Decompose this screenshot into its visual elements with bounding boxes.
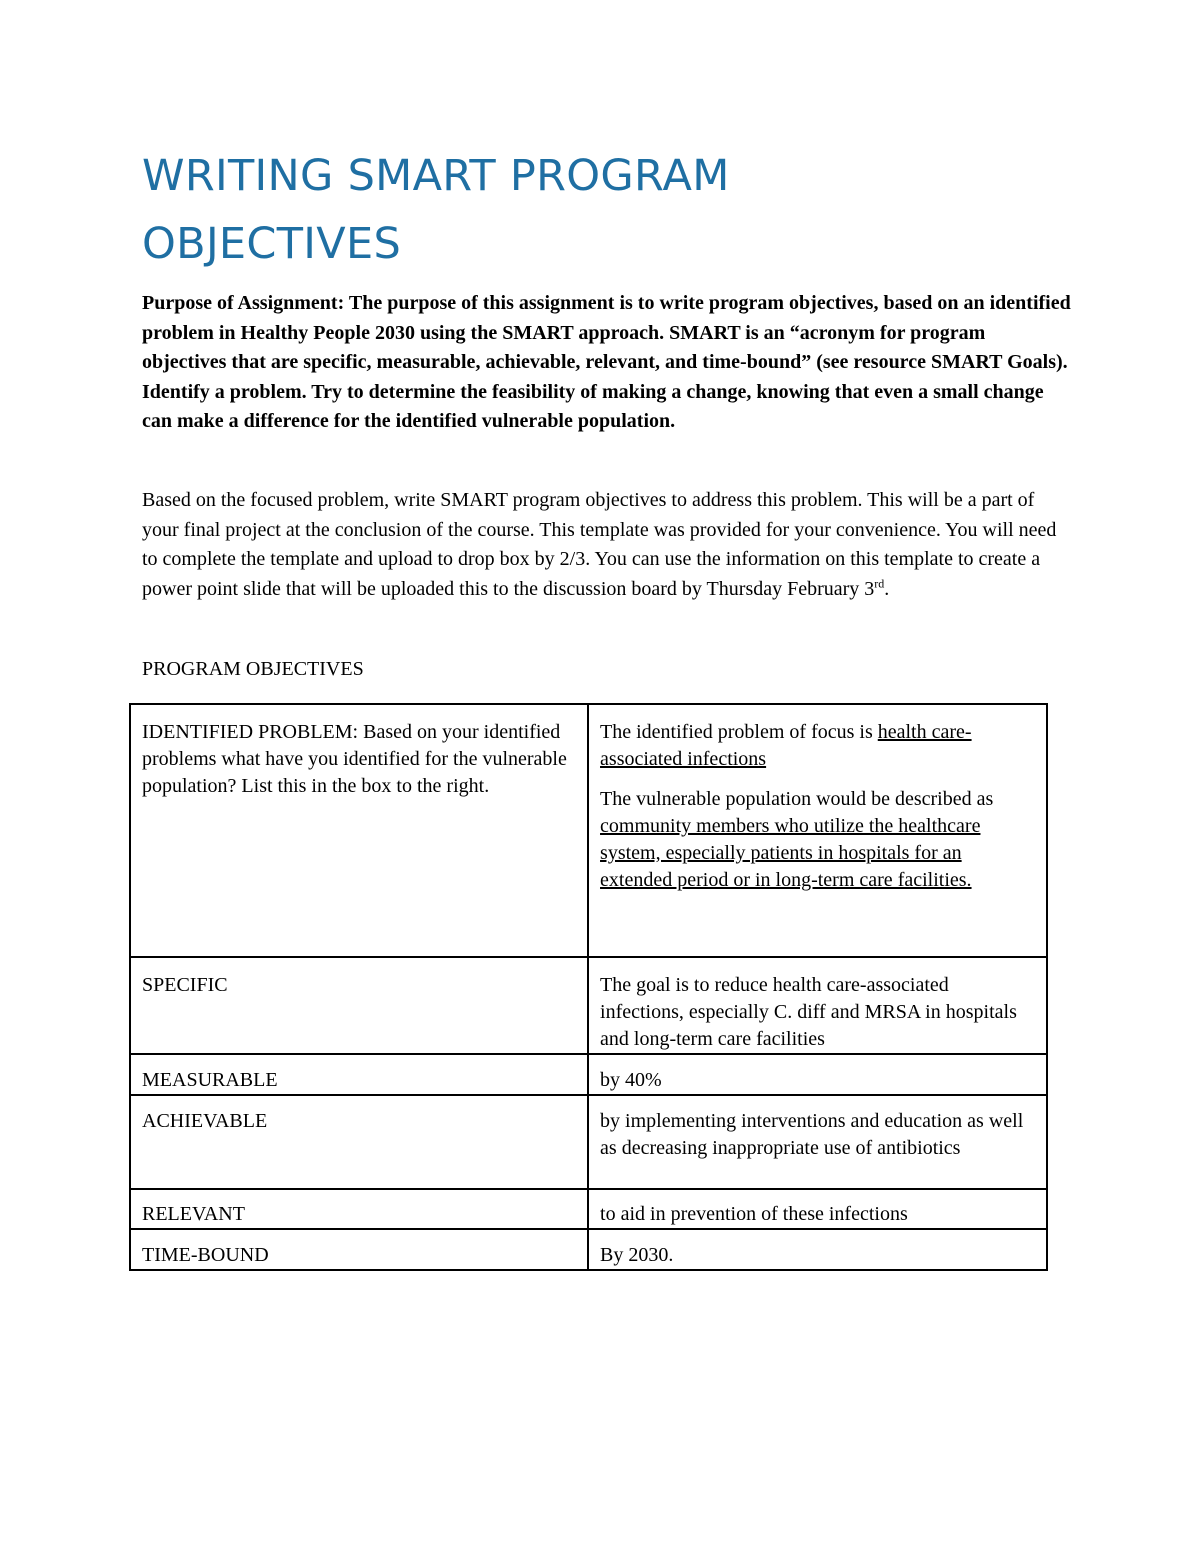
intro-end: . <box>884 577 890 600</box>
problem-statement <box>600 719 1036 773</box>
purpose-paragraph: Purpose of Assignment: The purpose of this assignment is to write program objectives, based on an identified problem in Healthy People 2030 using the SMART approach. SMART is an “acronym for program objectives that are specific, measurable, achievable, relevant, and time-bound” (see resource SMART Goals). Identify a problem. Try to determine the feasibility of making a change, knowing that even a small change can make a difference for the identified vulnerable population. <box>142 292 1071 432</box>
time-bound-label: TIME-BOUND <box>130 1229 588 1270</box>
relevant-value: to aid in prevention of these infections <box>588 1189 1047 1229</box>
page-title-line-1: WRITING SMART PROGRAM <box>142 151 730 201</box>
achievable-value: by implementing interventions and education as well as decreasing inappropriate use of antibiotics <box>588 1095 1047 1189</box>
population-value: community members who utilize the healthcare system, especially patients in hospitals for an extended period or in long-term care facilities. <box>600 815 981 891</box>
problem-value: health care-associated infections <box>600 721 972 770</box>
population-statement <box>600 786 1036 894</box>
cell-identified-problem-value <box>588 704 1047 957</box>
relevant-label: RELEVANT <box>130 1189 588 1229</box>
section-heading: PROGRAM OBJECTIVES <box>142 658 364 680</box>
specific-value: The goal is to reduce health care-associated infections, especially C. diff and MRSA in hospitals and long-term care facilities <box>588 957 1047 1054</box>
achievable-label: ACHIEVABLE <box>130 1095 588 1189</box>
table-row-achievable <box>130 1095 1047 1189</box>
specific-label: SPECIFIC <box>130 957 588 1054</box>
objectives-table <box>129 703 1048 1271</box>
identified-problem-label: IDENTIFIED PROBLEM: Based on your identified problems what have you identified for the vulnerable population? List this in the box to the right. <box>142 721 567 797</box>
table-row-relevant <box>130 1189 1047 1229</box>
intro-superscript: rd <box>874 575 885 590</box>
intro-text: Based on the focused problem, write SMART program objectives to address this problem. This will be a part of your final project at the conclusion of the course. This template was provided for your convenience. You will need to complete the template and upload to drop box by 2/3. You can use the information on this template to create a power point slide that will be uploaded this to the discussion board by Thursday February 3 <box>142 489 1057 600</box>
table-row-identified-problem <box>130 704 1047 957</box>
intro-paragraph <box>142 486 1062 604</box>
page-title <box>142 142 1062 278</box>
table-row-measurable <box>130 1054 1047 1095</box>
problem-prefix: The identified problem of focus is <box>600 721 878 743</box>
time-bound-value: By 2030. <box>588 1229 1047 1270</box>
table-row-specific <box>130 957 1047 1054</box>
table-row-time-bound <box>130 1229 1047 1270</box>
page-title-line-2: OBJECTIVES <box>142 219 402 269</box>
cell-identified-problem-label <box>130 704 588 957</box>
measurable-value: by 40% <box>588 1054 1047 1095</box>
measurable-label: MEASURABLE <box>130 1054 588 1095</box>
population-prefix: The vulnerable population would be described as <box>600 788 994 810</box>
